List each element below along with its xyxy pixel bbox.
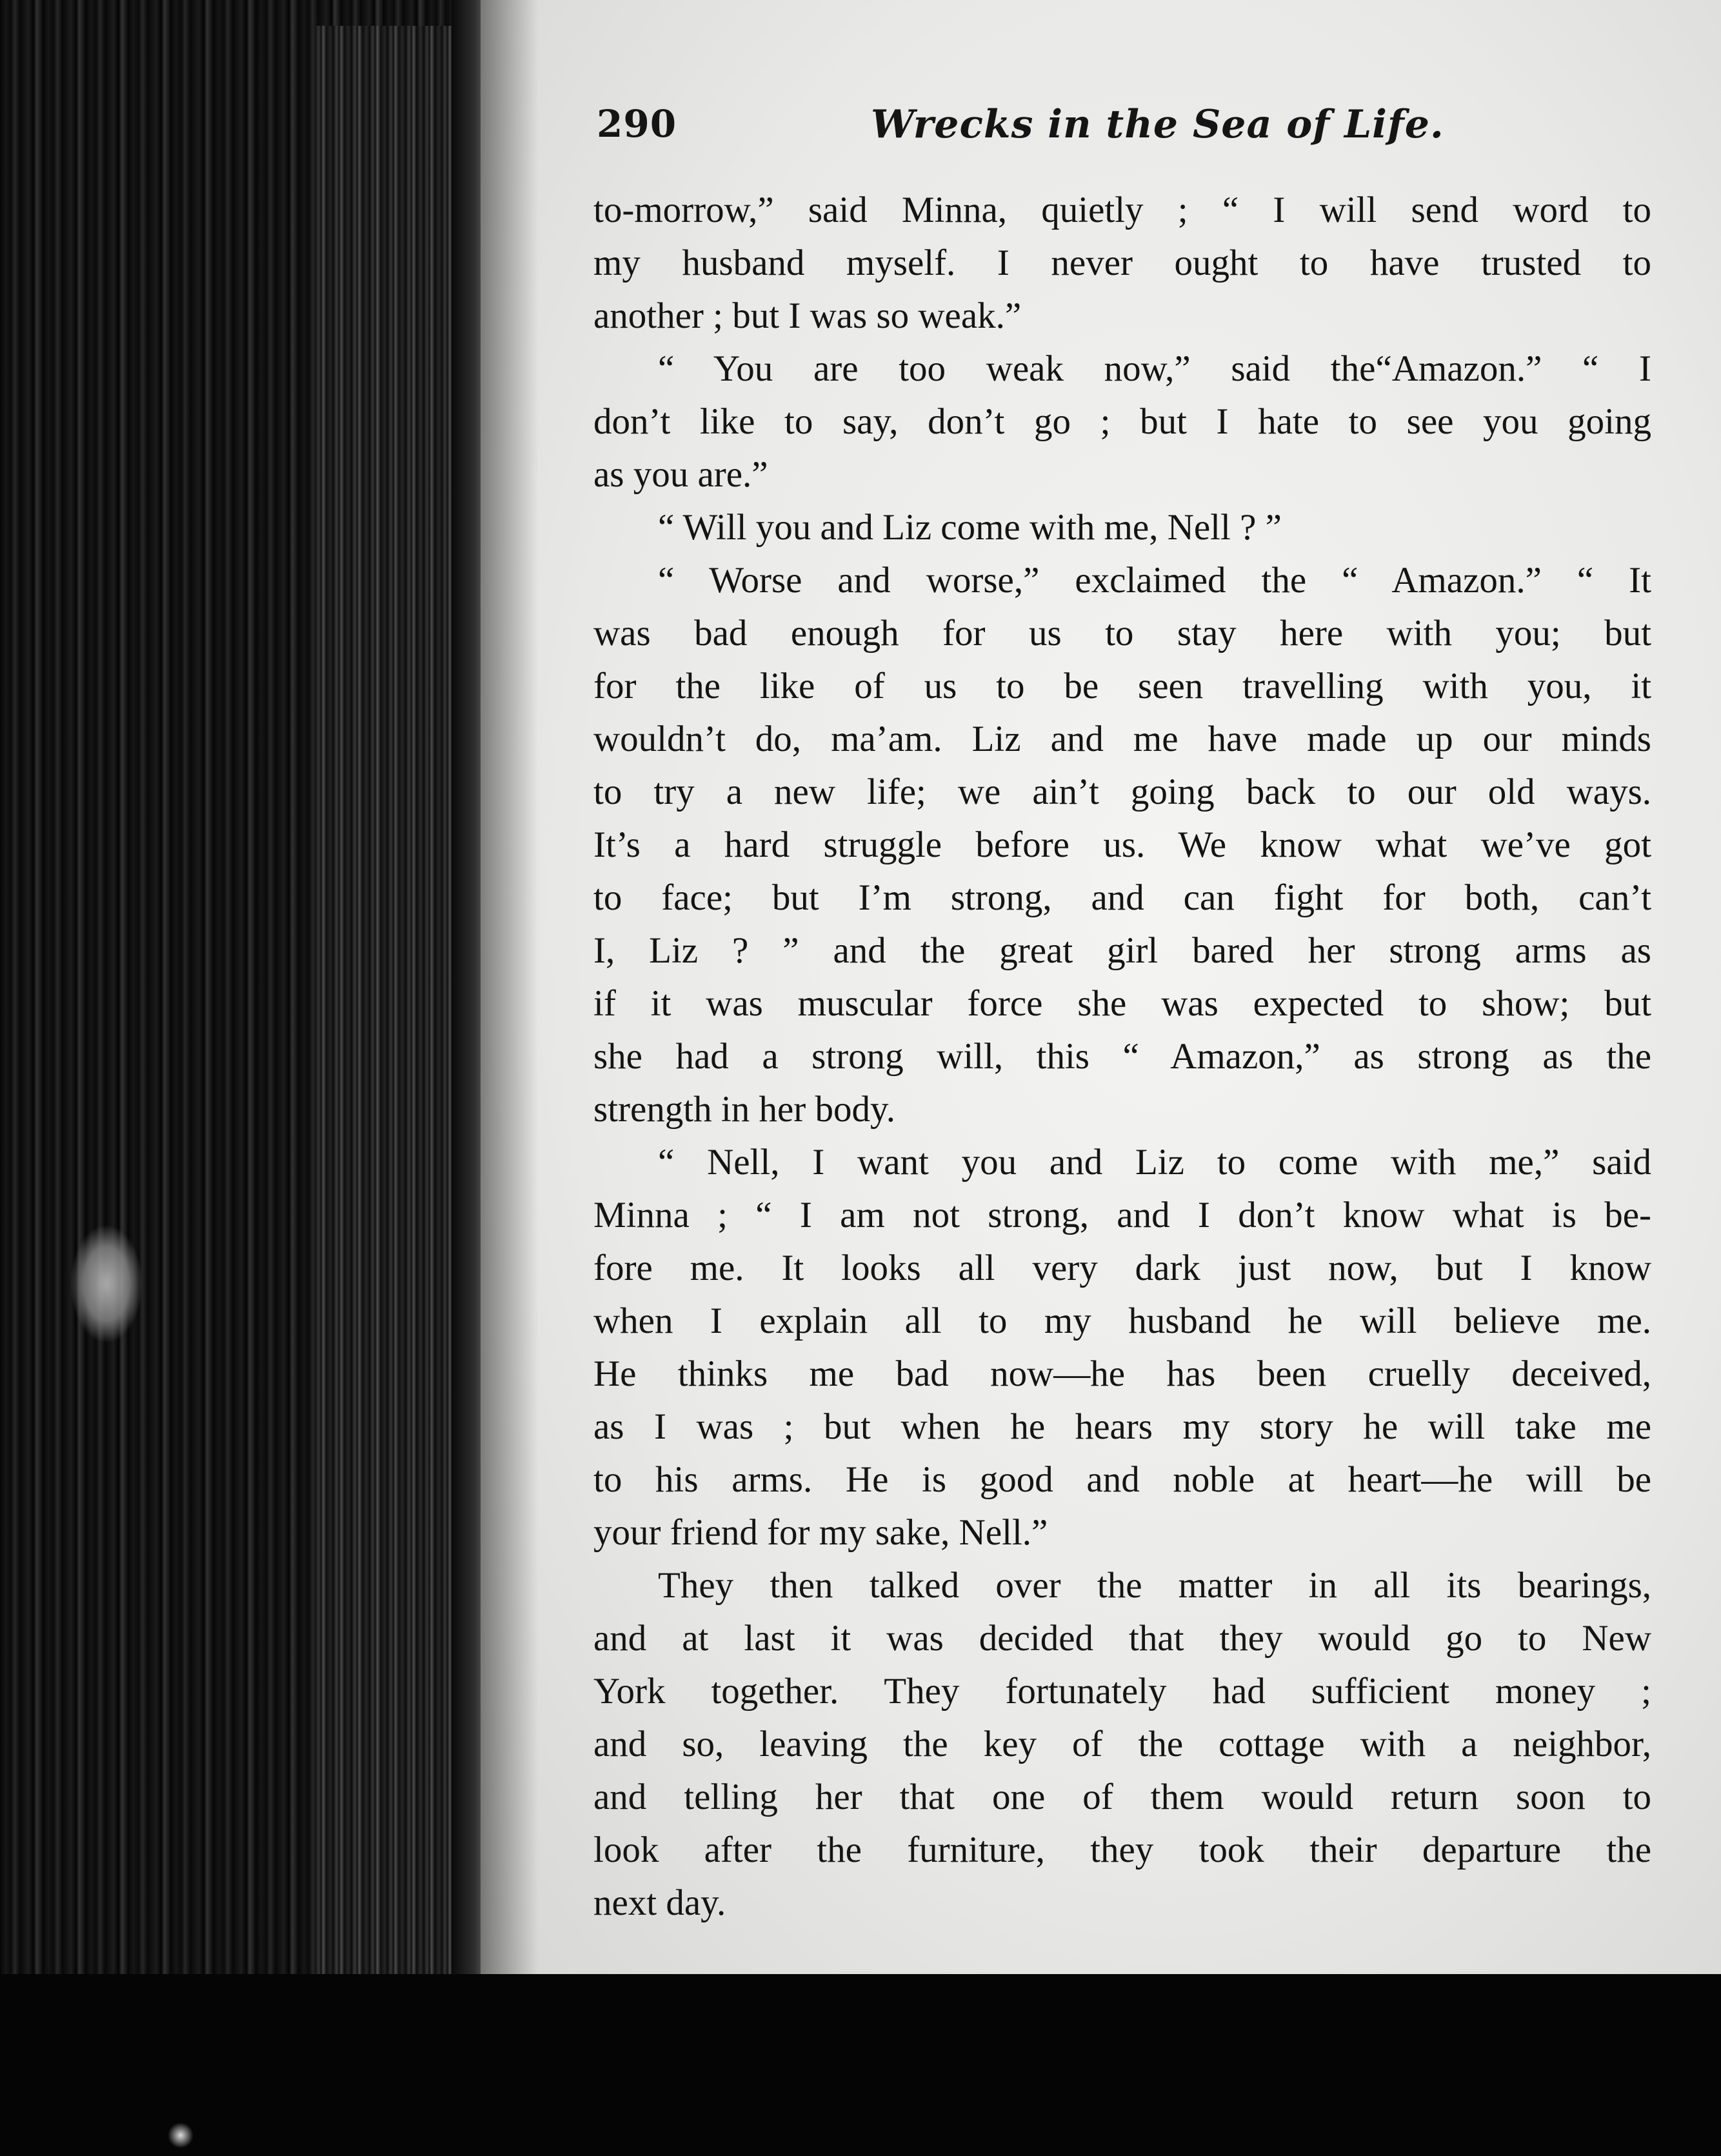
page-number: 290 bbox=[597, 102, 677, 146]
text-line: I, Liz ? ” and the great girl bared her strong arms as bbox=[593, 930, 1651, 971]
text-line: when I explain all to my husband he will believe me. bbox=[593, 1301, 1651, 1341]
text-line: They then talked over the matter in all its bearings, bbox=[658, 1565, 1651, 1606]
text-line: “ You are too weak now,” said the“Amazon.” “ I bbox=[658, 348, 1651, 389]
text-line: for the like of us to be seen travelling with you, it bbox=[593, 666, 1651, 706]
text-line: He thinks me bad now—he has been cruelly deceived, bbox=[593, 1353, 1651, 1394]
text-line: to try a new life; we ain’t going back to our old ways. bbox=[593, 772, 1651, 812]
text-line: another ; but I was so weak.” bbox=[593, 295, 1022, 336]
page-shadow bbox=[481, 0, 539, 1987]
text-line: fore me. It looks all very dark just now, but I know bbox=[593, 1248, 1651, 1288]
text-line: and at last it was decided that they would go to New bbox=[593, 1618, 1651, 1659]
text-line: don’t like to say, don’t go ; but I hate to see you going bbox=[593, 401, 1651, 442]
text-line: to face; but I’m strong, and can fight for both, can’t bbox=[593, 877, 1651, 918]
text-line: York together. They fortunately had sufficient money ; bbox=[593, 1671, 1651, 1712]
text-line: look after the furniture, they took their departure the bbox=[593, 1830, 1651, 1870]
text-line: as I was ; but when he hears my story he will take me bbox=[593, 1406, 1651, 1447]
text-line: if it was muscular force she was expected to show; but bbox=[593, 983, 1651, 1024]
text-line: as you are.” bbox=[593, 454, 768, 495]
text-line: “ Worse and worse,” exclaimed the “ Amazon.” “ It bbox=[658, 560, 1651, 601]
book-title: Wrecks in the Sea of Life. bbox=[871, 102, 1444, 147]
paper-blot bbox=[71, 1226, 142, 1342]
text-line: she had a strong will, this “ Amazon,” as strong as the bbox=[593, 1036, 1651, 1077]
text-line: my husband myself. I never ought to have trusted to bbox=[593, 243, 1651, 283]
text-line: to-morrow,” said Minna, quietly ; “ I will send word to bbox=[593, 190, 1651, 230]
text-line: and so, leaving the key of the cottage with a neighbor, bbox=[593, 1724, 1651, 1764]
text-line: “ Will you and Liz come with me, Nell ? ” bbox=[658, 507, 1282, 548]
bottom-margin bbox=[0, 1974, 1721, 2156]
text-line: and telling her that one of them would return soon to bbox=[593, 1777, 1651, 1817]
text-line: strength in her body. bbox=[593, 1089, 896, 1130]
paper-speck bbox=[168, 2122, 194, 2148]
body-text bbox=[593, 184, 1651, 1930]
text-line: your friend for my sake, Nell.” bbox=[593, 1512, 1048, 1553]
running-head bbox=[597, 97, 1444, 161]
text-line: wouldn’t do, ma’am. Liz and me have made up our minds bbox=[593, 719, 1651, 759]
text-line: was bad enough for us to stay here with you; but bbox=[593, 613, 1651, 654]
text-line: Minna ; “ I am not strong, and I don’t know what is be- bbox=[593, 1195, 1651, 1235]
page-edges bbox=[316, 26, 464, 2077]
text-line: next day. bbox=[593, 1882, 726, 1923]
text-line: It’s a hard struggle before us. We know what we’ve got bbox=[593, 824, 1651, 865]
text-line: “ Nell, I want you and Liz to come with me,” said bbox=[658, 1142, 1651, 1183]
text-line: to his arms. He is good and noble at heart—he will be bbox=[593, 1459, 1651, 1500]
